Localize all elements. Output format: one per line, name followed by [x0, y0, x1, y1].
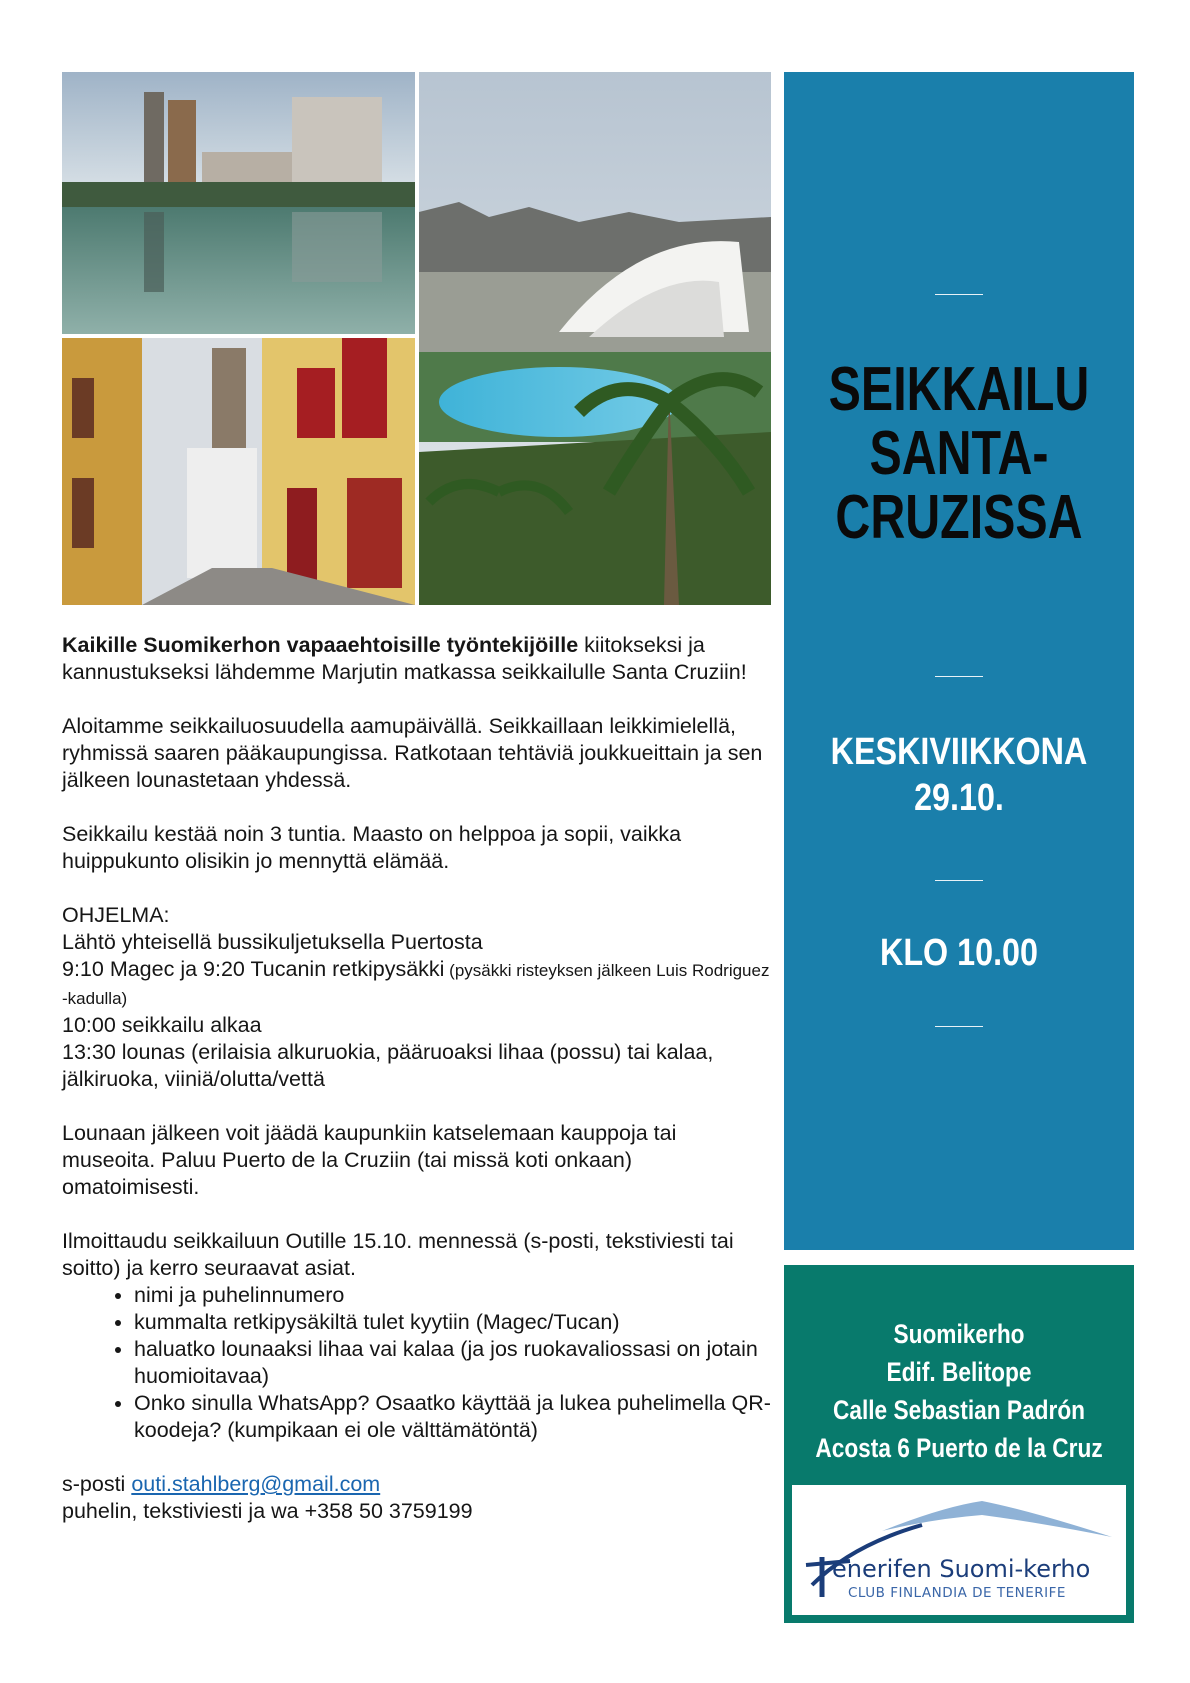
paragraph-2: Aloitamme seikkailuosuudella aamupäivällä. Seikkaillaan leikkimielellä, ryhmissä saaren pääkaupungissa. Ratkotaan tehtäviä joukkueittain ja sen jälkeen lounastetaan yhdessä. [62, 714, 763, 792]
program-line-2-note: (pysäkki risteyksen jälkeen Luis Rodriguez -kadulla) [62, 961, 770, 1008]
intro-bold: Kaikille Suomikerhon vapaaehtoisille työntekijöille [62, 633, 579, 657]
body-text [62, 632, 772, 1525]
divider [935, 1026, 983, 1027]
list-item: • Onko sinulla WhatsApp? Osaatko käyttää ja lukea puhelimella QR-koodeja? (kumpikaan ei ole välttämätöntä) [134, 1390, 772, 1444]
phone-line: puhelin, tekstiviesti ja wa +358 50 3759199 [62, 1499, 473, 1523]
list-item: • haluatko lounaaksi lihaa vai kalaa (ja jos ruokavaliossasi on jotain huomioitavaa) [134, 1336, 772, 1390]
signup-list [62, 1282, 772, 1444]
program-heading: OHJELMA: [62, 903, 170, 927]
address-line-2: Edif. Belitope [886, 1357, 1032, 1387]
address-line-4: Acosta 6 Puerto de la Cruz [815, 1433, 1103, 1463]
paragraph-4: Lounaan jälkeen voit jäädä kaupunkiin katselemaan kauppoja tai museoita. Paluu Puerto de la Cruziin (tai missä koti onkaan) omatoimisesti. [62, 1121, 677, 1199]
signup-paragraph: Ilmoittaudu seikkailuun Outille 15.10. mennessä (s-posti, tekstiviesti tai soitto) ja kerro seuraavat asiat. [62, 1229, 734, 1280]
list-item: • nimi ja puhelinnumero [134, 1282, 772, 1309]
club-logo [792, 1485, 1126, 1615]
divider [935, 676, 983, 677]
logo-subtitle: CLUB FINLANDIA DE TENERIFE [848, 1585, 1066, 1601]
program-line-3: 10:00 seikkailu alkaa [62, 1013, 262, 1037]
logo-mountain-icon [792, 1485, 1126, 1615]
title-line-3: CRUZISSA [835, 483, 1083, 552]
paragraph-3: Seikkailu kestää noin 3 tuntia. Maasto on helppoa ja sopii, vaikka huippukunto olisikin jo mennyttä elämää. [62, 822, 682, 873]
event-day: KESKIVIIKKONA [830, 731, 1088, 773]
list-item: • kummalta retkipysäkiltä tulet kyytiin (Magec/Tucan) [134, 1309, 772, 1336]
email-label: s-posti [62, 1472, 132, 1496]
event-date: 29.10. [914, 777, 1004, 819]
photo-street-church [62, 338, 415, 605]
event-time: KLO 10.00 [880, 932, 1038, 974]
title-line-1: SEIKKAILU [828, 355, 1090, 424]
intro-paragraph [62, 632, 772, 686]
event-panel [784, 72, 1134, 1250]
divider [935, 880, 983, 881]
address-line-3: Calle Sebastian Padrón [832, 1395, 1086, 1425]
email-link[interactable]: outi.stahlberg@gmail.com [131, 1472, 381, 1496]
program-block [62, 902, 772, 1093]
program-line-4: 13:30 lounas (erilaisia alkuruokia, pääruoaksi lihaa (possu) tai kalaa, jälkiruoka, viiniä/olutta/vettä [62, 1040, 714, 1091]
divider [935, 294, 983, 295]
logo-name: enerifen Suomi-kerho [832, 1555, 1091, 1583]
address-line-1: Suomikerho [893, 1319, 1025, 1349]
photo-auditorium-harbour [419, 72, 771, 605]
intro-rest: kiitokseksi ja kannustukseksi lähdemme Marjutin matkassa seikkailulle Santa Cruziin! [62, 633, 747, 684]
photo-plaza-reflection [62, 72, 415, 334]
title-line-2: SANTA- [869, 419, 1049, 488]
program-line-1: Lähtö yhteisellä bussikuljetuksella Puertosta [62, 930, 483, 954]
program-line-2: 9:10 Magec ja 9:20 Tucanin retkipysäkki [62, 957, 445, 981]
address-panel [784, 1265, 1134, 1623]
contact-block [62, 1471, 772, 1525]
